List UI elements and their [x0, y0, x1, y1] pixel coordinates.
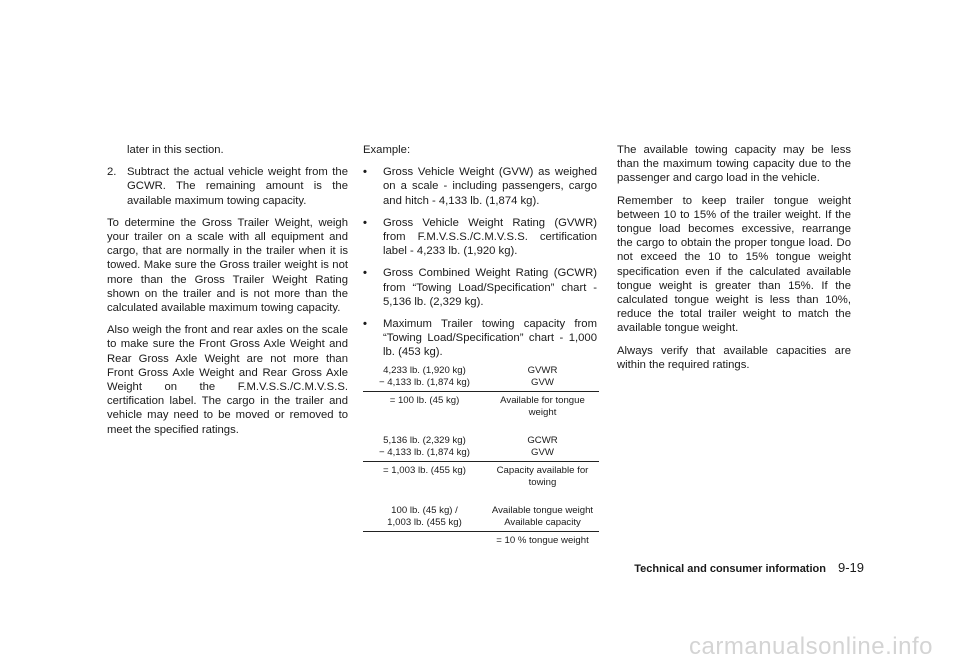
- item-number: 2.: [107, 166, 117, 179]
- item-text: Subtract the actual vehicle weight from the GCWR. The remaining amount is the available maximum towing capacity.: [127, 166, 348, 207]
- bullet-text: Gross Vehicle Weight (GVW) as weighed on a scale - including passengers, cargo and hitch - 4,133 lb. (1,874 kg).: [383, 166, 597, 207]
- calc-value: − 4,133 lb. (1,874 kg): [379, 446, 470, 458]
- bullet-icon: •: [363, 166, 367, 179]
- bullet-item-gvwr: [363, 216, 597, 259]
- paragraph-tongue-weight: Remember to keep trailer tongue weight between 10 to 15% of the trailer weight. If the tongue load becomes excessive, rearrange the cargo to obtain the proper tongue load. Do not exceed the 10 to 15% tongue weight specification even if the calculated available tongue weight is greater than 15%. If the calculated tongue weight is less than 10%, reduce the total trailer weight to match the available tongue weight.: [617, 194, 851, 335]
- page-footer: [620, 560, 864, 575]
- calculation-block: [363, 365, 599, 547]
- calc3-row1: [363, 505, 599, 517]
- calc-label: GCWR: [527, 434, 558, 446]
- calc-label: GVW: [531, 376, 554, 388]
- example-heading: Example:: [363, 144, 411, 156]
- calc-label: GVW: [531, 446, 554, 458]
- page-number: 9-19: [837, 560, 864, 575]
- column-1: [107, 143, 348, 445]
- calc1-row1: [363, 365, 599, 377]
- watermark: carmanualsonline.info: [689, 633, 933, 660]
- paragraph-axle-weight: Also weigh the front and rear axles on the scale to make sure the Front Gross Axle Weight and Rear Gross Axle Weight are not more than Front Gross Axle Weight and Rear Gross Axle Weight on the F.M.V.S.S./C.M.V.S.S. certification label. The cargo in the trailer and vehicle may need to be moved or removed to meet the specified ratings.: [107, 324, 348, 436]
- bullet-text: Maximum Trailer towing capacity from “Towing Load/Specification” chart - 1,000 lb. (453 kg).: [383, 318, 597, 359]
- column-2: [363, 143, 597, 547]
- calc1-result: [363, 392, 599, 419]
- bullet-item-gcwr: [363, 266, 597, 309]
- paragraph-available-capacity: The available towing capacity may be less than the maximum towing capacity due to the passenger and cargo load in the vehicle.: [617, 144, 851, 185]
- calc-label: GVWR: [527, 364, 558, 376]
- calc3-result: [363, 532, 599, 547]
- continued-text: later in this section.: [127, 144, 224, 156]
- calc-result-label: Capacity available for towing: [496, 464, 589, 488]
- calc-value: 100 lb. (45 kg) /: [391, 504, 458, 516]
- column-3: [617, 143, 851, 380]
- bullet-icon: •: [363, 318, 367, 331]
- calc-result-label: = 10 % tongue weight: [496, 534, 589, 546]
- calc-value: 5,136 lb. (2,329 kg): [383, 434, 466, 446]
- calc-value: 1,003 lb. (455 kg): [387, 516, 462, 528]
- calc-label: Available tongue weight: [491, 504, 594, 516]
- calc-result-value: = 100 lb. (45 kg): [389, 394, 460, 406]
- bullet-icon: •: [363, 267, 367, 280]
- calc-result-value: = 1,003 lb. (455 kg): [383, 464, 466, 476]
- calc-result-label: Available for tongue weight: [500, 394, 585, 418]
- calc1-row2: [363, 377, 599, 392]
- calc2-result: [363, 462, 599, 489]
- section-title: Technical and consumer information: [634, 563, 826, 575]
- calc-value: − 4,133 lb. (1,874 kg): [379, 376, 470, 388]
- bullet-text: Gross Vehicle Weight Rating (GVWR) from F.M.V.S.S./C.M.V.S.S. certification label - 4,233 lb. (1,920 kg).: [383, 216, 597, 258]
- calc2-row1: [363, 435, 599, 447]
- paragraph-gross-trailer-weight: To determine the Gross Trailer Weight, weigh your trailer on a scale with all equipment and cargo, that are normally in the trailer when it is towed. Make sure the Gross trailer weight is not more than the Gross Trailer Weight Rating shown on the trailer and is not more than the calculated available maximum towing capacity.: [107, 216, 348, 315]
- paragraph-verify-capacities: Always verify that available capacities are within the required ratings.: [617, 344, 851, 371]
- calc-value: 4,233 lb. (1,920 kg): [383, 364, 466, 376]
- bullet-icon: •: [363, 216, 367, 229]
- bullet-item-max-trailer: [363, 317, 597, 360]
- calc2-row2: [363, 447, 599, 462]
- bullet-text: Gross Combined Weight Rating (GCWR) from “Towing Load/Specification” chart - 5,136 lb. (2,329 kg).: [383, 267, 597, 308]
- calc-label: Available capacity: [504, 516, 581, 528]
- calc3-row2: [363, 517, 599, 532]
- numbered-item-2: [107, 165, 348, 208]
- bullet-item-gvw: [363, 165, 597, 208]
